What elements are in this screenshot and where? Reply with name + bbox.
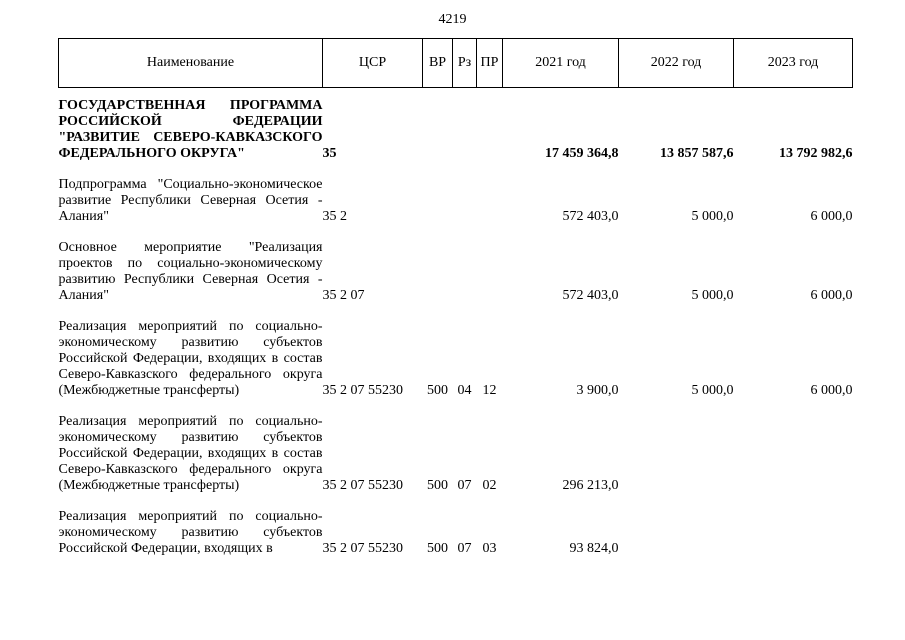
row-vr: 500 [427,383,448,398]
table-header-row [59,39,853,88]
row-vr [423,177,453,225]
row-2023: 13 792 982,6 [779,146,853,161]
row-2022: 5 000,0 [691,288,734,303]
row-2021: 572 403,0 [562,288,619,303]
row-2022: 13 857 587,6 [660,146,734,161]
row-2023 [734,414,853,494]
row-pr: 03 [482,541,497,556]
table-row [59,177,853,225]
row-csr: 35 2 07 55230 [322,478,403,493]
row-name: Подпрограмма "Социально-экономическое развитие Республики Северная Осетия - Алания" [58,177,323,224]
row-2022: 5 000,0 [691,209,734,224]
row-name: Основное мероприятие "Реализация проектов по социально-экономическому развитию Республики Северная Осетия - Алания" [58,240,323,303]
row-name: Реализация мероприятий по социально-экономическому развитию субъектов Российской Федерации, входящих в состав Северо-Кавказского федерального округа (Межбюджетные трансферты) [58,414,323,493]
table-row-program [59,98,853,162]
row-vr: 500 [427,541,448,556]
row-name: Реализация мероприятий по социально-экономическому развитию субъектов Российской Федерации, входящих в состав Северо-Кавказского федерального округа (Межбюджетные трансферты) [58,319,323,398]
row-csr: 35 2 07 55230 [322,383,403,398]
table-row [59,319,853,399]
row-2023: 6 000,0 [810,209,853,224]
row-rz [453,240,477,304]
page-number: 4219 [438,12,467,27]
row-rz: 07 [457,478,472,493]
row-csr: 35 2 [322,209,347,224]
row-vr [423,98,453,162]
row-csr: 35 2 07 55230 [322,541,403,556]
row-pr: 12 [482,383,497,398]
row-2022: 5 000,0 [691,383,734,398]
row-2023 [734,509,853,557]
row-2021: 296 213,0 [562,478,619,493]
header-csr: ЦСР [323,39,423,88]
header-vr: ВР [423,39,453,88]
header-rz: Рз [453,39,477,88]
table-row [59,240,853,304]
row-2022 [619,414,734,494]
header-2022: 2022 год [619,39,734,88]
row-vr [423,240,453,304]
row-2022 [619,509,734,557]
budget-table [58,38,853,557]
row-rz: 07 [457,541,472,556]
row-rz [453,98,477,162]
header-2023: 2023 год [734,39,853,88]
row-name: ГОСУДАРСТВЕННАЯ ПРОГРАММА РОССИЙСКОЙ ФЕДЕРАЦИИ "РАЗВИТИЕ СЕВЕРО-КАВКАЗСКОГО ФЕДЕРАЛЬНОГО ОКРУГА" [58,98,323,161]
row-pr [477,240,503,304]
row-2021: 572 403,0 [562,209,619,224]
header-name: Наименование [59,39,323,88]
header-pr: ПР [477,39,503,88]
row-pr: 02 [482,478,497,493]
row-2023: 6 000,0 [810,288,853,303]
row-csr: 35 [322,146,337,161]
row-2021: 17 459 364,8 [545,146,619,161]
row-csr: 35 2 07 [322,288,365,303]
row-2021: 3 900,0 [576,383,619,398]
row-name: Реализация мероприятий по социально-экономическому развитию субъектов Российской Федерации, входящих в [58,509,323,556]
table-row [59,509,853,557]
row-rz [453,177,477,225]
row-rz: 04 [457,383,472,398]
table-row [59,414,853,494]
row-2021: 93 824,0 [569,541,619,556]
row-vr: 500 [427,478,448,493]
row-2023: 6 000,0 [810,383,853,398]
row-pr [477,177,503,225]
row-pr [477,98,503,162]
header-2021: 2021 год [503,39,619,88]
